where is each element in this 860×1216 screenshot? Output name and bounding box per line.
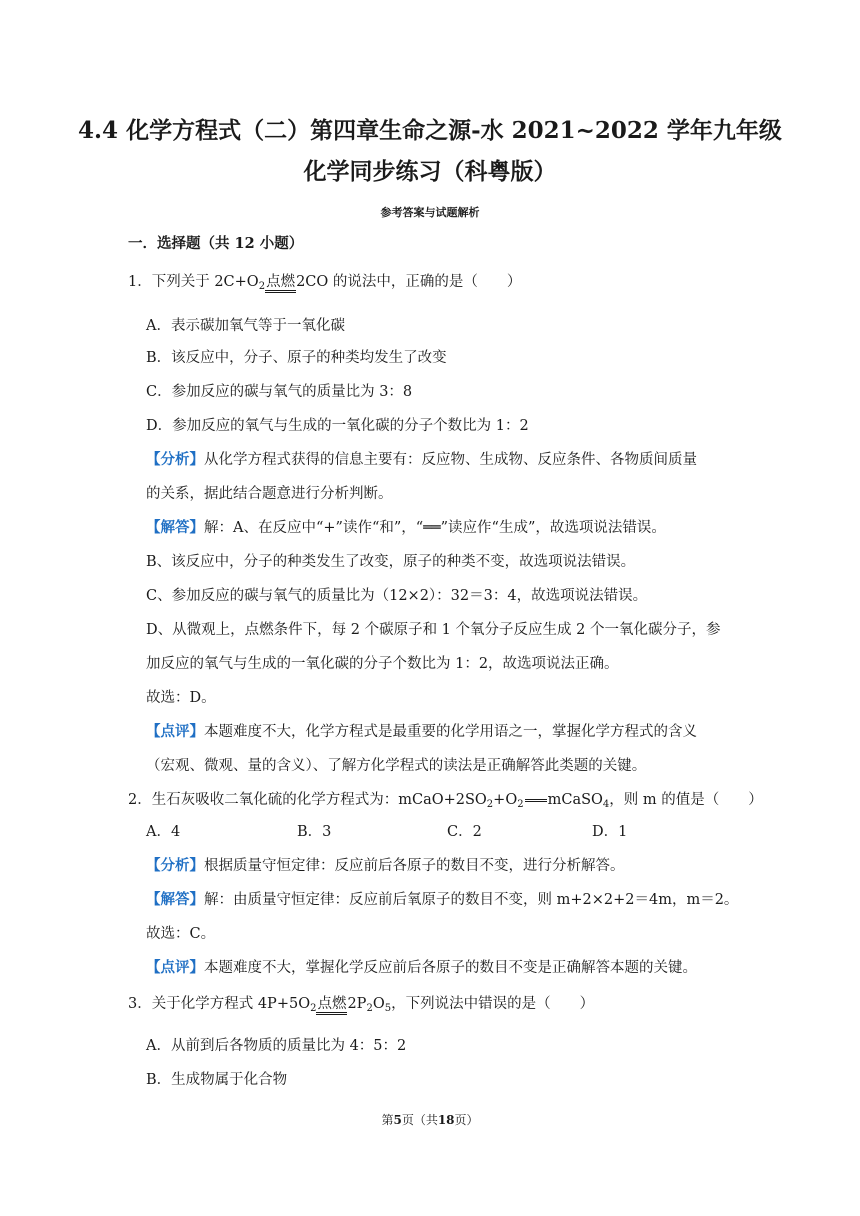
question-1-analysis: 【分析】从化学方程式获得的信息主要有：反应物、生成物、反应条件、各物质间质量: [146, 451, 697, 468]
question-2-option-b: B．3: [297, 824, 332, 840]
question-3-option-b: B．生成物属于化合物: [146, 1072, 288, 1088]
question-1-choice: 故选：D。: [146, 690, 216, 706]
question-1-answer-d-cont: 加反应的氧气与生成的一氧化碳的分子个数比为 1：2，故选项说法正确。: [146, 656, 619, 672]
question-1-option-c: C．参加反应的碳与氧气的质量比为 3：8: [146, 384, 413, 400]
page-total: 18: [437, 1113, 455, 1127]
question-1-answer-b: B、该反应中，分子的种类发生了改变，原子的种类不变，故选项说法错误。: [146, 554, 636, 570]
question-1-answer-d: D、从微观上，点燃条件下，每 2 个碳原子和 1 个氧分子反应生成 2 个一氧化碳分子，参: [146, 622, 721, 638]
answer-tag: 【解答】: [146, 891, 204, 908]
question-2-option-d: D．1: [592, 824, 628, 840]
question-1-comment: 【点评】本题难度不大，化学方程式是最重要的化学用语之一，掌握化学方程式的含义: [146, 723, 697, 740]
page-number: 5: [393, 1113, 402, 1127]
page-title-line-2: 化学同步练习（科粤版）: [303, 158, 557, 185]
section-heading: 一．选择题（共 12 小题）: [128, 235, 304, 252]
answer-tag: 【解答】: [146, 519, 204, 536]
question-1-option-b: B．该反应中，分子、原子的种类均发生了改变: [146, 350, 447, 366]
question-1-option-a: A．表示碳加氧气等于一氧化碳: [146, 318, 345, 334]
comment-tag: 【点评】: [146, 959, 204, 976]
question-1-analysis-cont: 的关系，据此结合题意进行分析判断。: [146, 486, 393, 502]
comment-tag: 【点评】: [146, 723, 204, 740]
page-subtitle: 参考答案与试题解析: [380, 206, 480, 219]
page-footer: 第5页（共18页）: [381, 1113, 479, 1127]
question-2-option-c: C．2: [447, 824, 482, 840]
question-2-choice: 故选：C。: [146, 926, 216, 942]
question-1-option-d: D．参加反应的氧气与生成的一氧化碳的分子个数比为 1：2: [146, 418, 529, 434]
reaction-condition: 点燃: [316, 996, 347, 1015]
question-1-comment-cont: （宏观、微观、量的含义）、了解方化学程式的读法是正确解答此类题的关键。: [146, 758, 647, 774]
question-2-answer: 【解答】解：由质量守恒定律：反应前后氧原子的数目不变，则 m+2×2+2＝4m，m＝2。: [146, 891, 739, 908]
question-2-stem: 2．生石灰吸收二氧化硫的化学方程式为：$mCaO+2SO_2+O_2$ mCaSO$_4$，则 m 的值是（ ）: [128, 792, 763, 810]
question-1-stem: 1．下列关于 $2C+O_2$点燃2CO 的说法中，正确的是（ ）: [128, 274, 522, 292]
question-1-answer: 【解答】解：A、在反应中“+”读作“和”，“══”读应作“生成”，故选项说法错误。: [146, 519, 666, 536]
reaction-condition: 点燃: [265, 274, 296, 293]
question-2-option-a: A．4: [146, 824, 181, 840]
question-2-comment: 【点评】本题难度不大，掌握化学反应前后各原子的数目不变是正确解答本题的关键。: [146, 959, 697, 976]
analysis-tag: 【分析】: [146, 857, 204, 874]
analysis-tag: 【分析】: [146, 451, 204, 468]
question-1-answer-c: C、参加反应的碳与氧气的质量比为（12×2）：32＝3：4，故选项说法错误。: [146, 588, 648, 604]
question-3-option-a: A．从前到后各物质的质量比为 4：5：2: [146, 1038, 407, 1054]
equals-sign: [525, 799, 547, 802]
question-3-stem: 3．关于化学方程式 $4P+5O_2$点燃$2P_2O_5$，下列说法中错误的是（ ）: [128, 996, 595, 1014]
question-2-analysis: 【分析】根据质量守恒定律：反应前后各原子的数目不变，进行分析解答。: [146, 857, 625, 874]
page-title-line-1: 4.4 化学方程式（二）第四章生命之源-水 2021~2022 学年九年级: [78, 117, 782, 144]
